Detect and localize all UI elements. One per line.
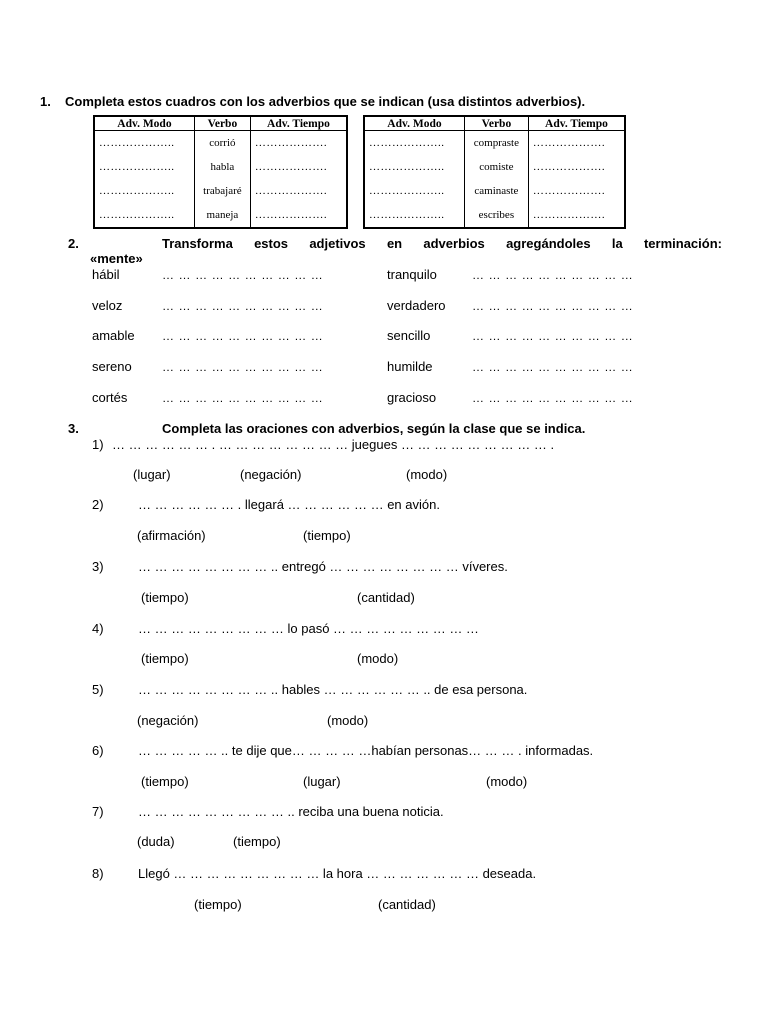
item-number: 5): [92, 682, 104, 697]
q2-title-word: la: [611, 236, 623, 251]
answer-blank[interactable]: … … … … … … … … … …: [162, 391, 324, 405]
hint-label: (tiempo): [141, 774, 189, 789]
table-row: [94, 155, 347, 179]
blank-cell[interactable]: ……………….: [254, 161, 328, 173]
verb-cell: comiste: [464, 155, 528, 179]
hint-label: (negación): [137, 713, 199, 728]
blank-cell[interactable]: ………………..: [99, 161, 175, 173]
table-row: [94, 203, 347, 228]
verb-cell: corrió: [194, 131, 250, 156]
q1-title: Completa estos cuadros con los adverbios que se indican (usa distintos adverbios).: [65, 94, 586, 109]
adjective-label: veloz: [92, 298, 123, 313]
sentence-text[interactable]: … … … … … … … … … .. reciba una buena noticia.: [138, 804, 444, 819]
answer-blank[interactable]: … … … … … … … … … …: [162, 268, 324, 282]
header-adv-modo: Adv. Modo: [364, 116, 464, 131]
sentence-text[interactable]: … … … … … … . llegará … … … … … … en avión.: [138, 497, 440, 512]
q2-number: 2.: [68, 236, 79, 251]
hint-label: (cantidad): [357, 590, 415, 605]
answer-blank[interactable]: … … … … … … … … … …: [162, 360, 324, 374]
q1-number: 1.: [40, 94, 51, 109]
table-row: [94, 131, 347, 156]
blank-cell[interactable]: ………………..: [99, 185, 175, 197]
q2-title-word: terminación:: [643, 236, 722, 251]
answer-blank[interactable]: … … … … … … … … … …: [472, 360, 634, 374]
answer-blank[interactable]: … … … … … … … … … …: [472, 391, 634, 405]
sentence-text[interactable]: Llegó … … … … … … … … … la hora … … … … … … … deseada.: [138, 866, 537, 881]
verb-cell: escribes: [464, 203, 528, 228]
hint-label: (lugar): [303, 774, 341, 789]
q2-title-word: en: [386, 236, 403, 251]
item-number: 2): [92, 497, 104, 512]
table-row: [364, 155, 625, 179]
blank-cell[interactable]: ………………..: [369, 209, 445, 221]
verb-cell: caminaste: [464, 179, 528, 203]
q2-title-word: adjetivos: [309, 236, 366, 251]
hint-label: (duda): [137, 834, 175, 849]
hint-label: (tiempo): [194, 897, 242, 912]
item-number: 6): [92, 743, 104, 758]
q3-number: 3.: [68, 421, 79, 436]
header-adv-tiempo: Adv. Tiempo: [250, 116, 347, 131]
verb-cell: trabajaré: [194, 179, 250, 203]
hint-label: (tiempo): [141, 590, 189, 605]
header-verbo: Verbo: [464, 116, 528, 131]
verb-cell: habla: [194, 155, 250, 179]
blank-cell[interactable]: ………………..: [369, 137, 445, 149]
q2-title-word: adverbios: [423, 236, 485, 251]
adjective-label: humilde: [387, 359, 433, 374]
adverb-table-1: [93, 115, 348, 229]
table-row: [364, 203, 625, 228]
blank-cell[interactable]: ………………..: [99, 209, 175, 221]
sentence-text[interactable]: … … … … … … … … .. entregó … … … … … … … … víveres.: [138, 559, 508, 574]
answer-blank[interactable]: … … … … … … … … … …: [472, 268, 634, 282]
adjective-label: sereno: [92, 359, 132, 374]
header-adv-modo: Adv. Modo: [94, 116, 194, 131]
hint-label: (tiempo): [141, 651, 189, 666]
adjective-label: verdadero: [387, 298, 446, 313]
blank-cell[interactable]: ……………….: [532, 161, 606, 173]
q3-title: Completa las oraciones con adverbios, según la clase que se indica.: [162, 421, 586, 436]
q2-title-word: estos: [254, 236, 289, 251]
table-row: [364, 179, 625, 203]
item-number: 4): [92, 621, 104, 636]
table-row: [364, 131, 625, 156]
hint-label: (modo): [357, 651, 399, 666]
header-verbo: Verbo: [194, 116, 250, 131]
blank-cell[interactable]: ………………..: [99, 137, 175, 149]
adjective-label: cortés: [92, 390, 128, 405]
blank-cell[interactable]: ……………….: [532, 185, 606, 197]
verb-cell: compraste: [464, 131, 528, 156]
sentence-text[interactable]: … … … … … … . … … … … … … … … juegues … … … … … … … … … .: [112, 437, 555, 452]
answer-blank[interactable]: … … … … … … … … … …: [472, 299, 634, 313]
blank-cell[interactable]: ……………….: [254, 209, 328, 221]
adjective-label: amable: [92, 328, 135, 343]
answer-blank[interactable]: … … … … … … … … … …: [162, 299, 324, 313]
blank-cell[interactable]: ……………….: [532, 209, 606, 221]
adjective-label: gracioso: [387, 390, 437, 405]
blank-cell[interactable]: ……………….: [532, 137, 606, 149]
sentence-text[interactable]: … … … … … .. te dije que… … … … …habían personas… … … . informadas.: [138, 743, 594, 758]
hint-label: (modo): [486, 774, 528, 789]
blank-cell[interactable]: ………………..: [369, 161, 445, 173]
hint-label: (lugar): [133, 467, 171, 482]
item-number: 8): [92, 866, 104, 881]
verb-cell: maneja: [194, 203, 250, 228]
q2-title-word: agregándoles: [506, 236, 591, 251]
answer-blank[interactable]: … … … … … … … … … …: [162, 329, 324, 343]
item-number: 3): [92, 559, 104, 574]
hint-label: (negación): [240, 467, 302, 482]
hint-label: (modo): [327, 713, 369, 728]
sentence-text[interactable]: … … … … … … … … … lo pasó … … … … … … … … …: [138, 621, 479, 636]
q2-title: [162, 236, 722, 251]
item-number: 7): [92, 804, 104, 819]
q2-title-word: Transforma: [162, 236, 233, 251]
hint-label: (cantidad): [378, 897, 436, 912]
item-number: 1): [92, 437, 104, 452]
blank-cell[interactable]: ……………….: [254, 137, 328, 149]
hint-label: (modo): [406, 467, 448, 482]
adverb-table-2: [363, 115, 626, 229]
hint-label: (afirmación): [137, 528, 206, 543]
blank-cell[interactable]: ………………..: [369, 185, 445, 197]
adjective-label: tranquilo: [387, 267, 437, 282]
q2-title-mente: «mente»: [90, 251, 143, 266]
answer-blank[interactable]: … … … … … … … … … …: [472, 329, 634, 343]
adjective-label: sencillo: [387, 328, 431, 343]
adjective-label: hábil: [92, 267, 120, 282]
header-adv-tiempo: Adv. Tiempo: [528, 116, 625, 131]
hint-label: (tiempo): [303, 528, 351, 543]
hint-label: (tiempo): [233, 834, 281, 849]
blank-cell[interactable]: ……………….: [254, 185, 328, 197]
sentence-text[interactable]: … … … … … … … … .. hables … … … … … … .. de esa persona.: [138, 682, 528, 697]
table-row: [94, 179, 347, 203]
